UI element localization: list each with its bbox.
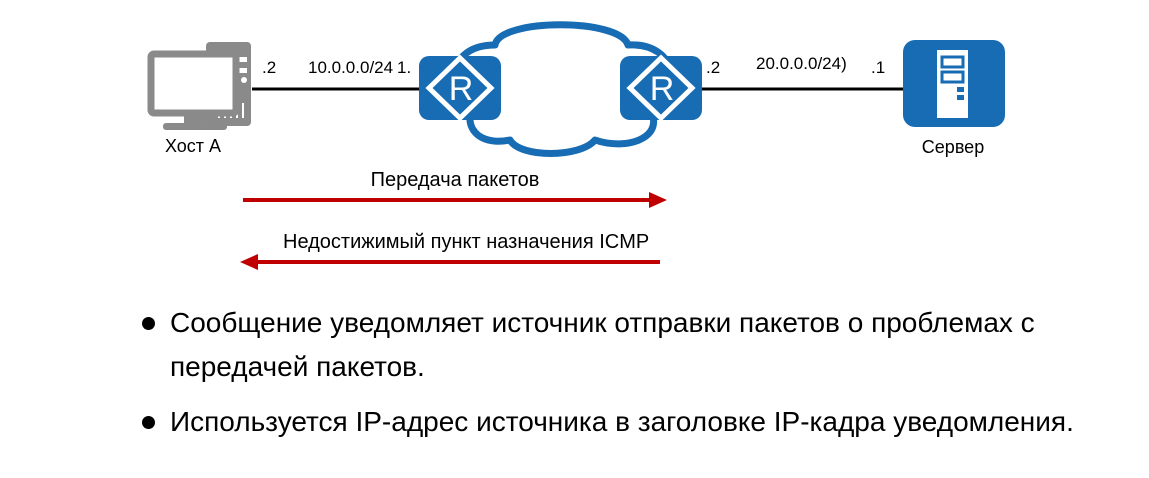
bullet-text-line: передачей пакетов. [170,351,425,382]
bullet-icon [142,317,155,330]
right-network-label: 20.0.0.0/24) [756,54,847,73]
host-monitor-neck [184,115,206,123]
host-monitor [151,54,236,113]
server-icon [903,40,1005,127]
router1-glyph: R [448,70,474,108]
router1-icon [419,56,501,120]
server-interface-label: .1 [871,58,886,77]
packet-flow-arrow-right [243,192,667,208]
left-network-label: 10.0.0.0/24 [308,58,394,77]
host-caption: Хост A [164,136,222,156]
server-caption: Сервер [921,137,985,157]
host-interface-label: .2 [262,58,277,77]
packet-flow-caption: Передача пакетов [370,169,540,191]
router2-interface-label: .2 [706,58,721,77]
server-led [957,87,964,92]
router2-glyph: R [649,70,675,108]
arrow-head [649,192,667,208]
bullet-list [142,301,1074,444]
server-led [957,95,964,100]
list-item [142,301,1074,389]
bullet-text-line: Используется IP-адрес источника в заголовке IP-кадра уведомления. [170,406,1074,437]
arrow-head [240,254,258,270]
router2-icon [620,56,702,120]
host-monitor-base [163,123,227,130]
host-computer-icon [151,42,251,130]
bullet-text-line: Сообщение уведомляет источник отправки пакетов о проблемах с [170,307,1035,338]
server-drive-slot [942,57,963,67]
bullet-text [170,400,1074,444]
bullet-text [170,301,1035,389]
router1-interface-label: 1. [397,58,412,77]
icmp-flow-caption: Недостижимый пункт назначения ICMP [283,231,650,253]
bullet-icon [142,416,155,429]
host-tower-button [241,77,247,83]
server-drive-slot [942,72,963,82]
icmp-flow-arrow-left [240,254,660,270]
list-item [142,400,1074,444]
